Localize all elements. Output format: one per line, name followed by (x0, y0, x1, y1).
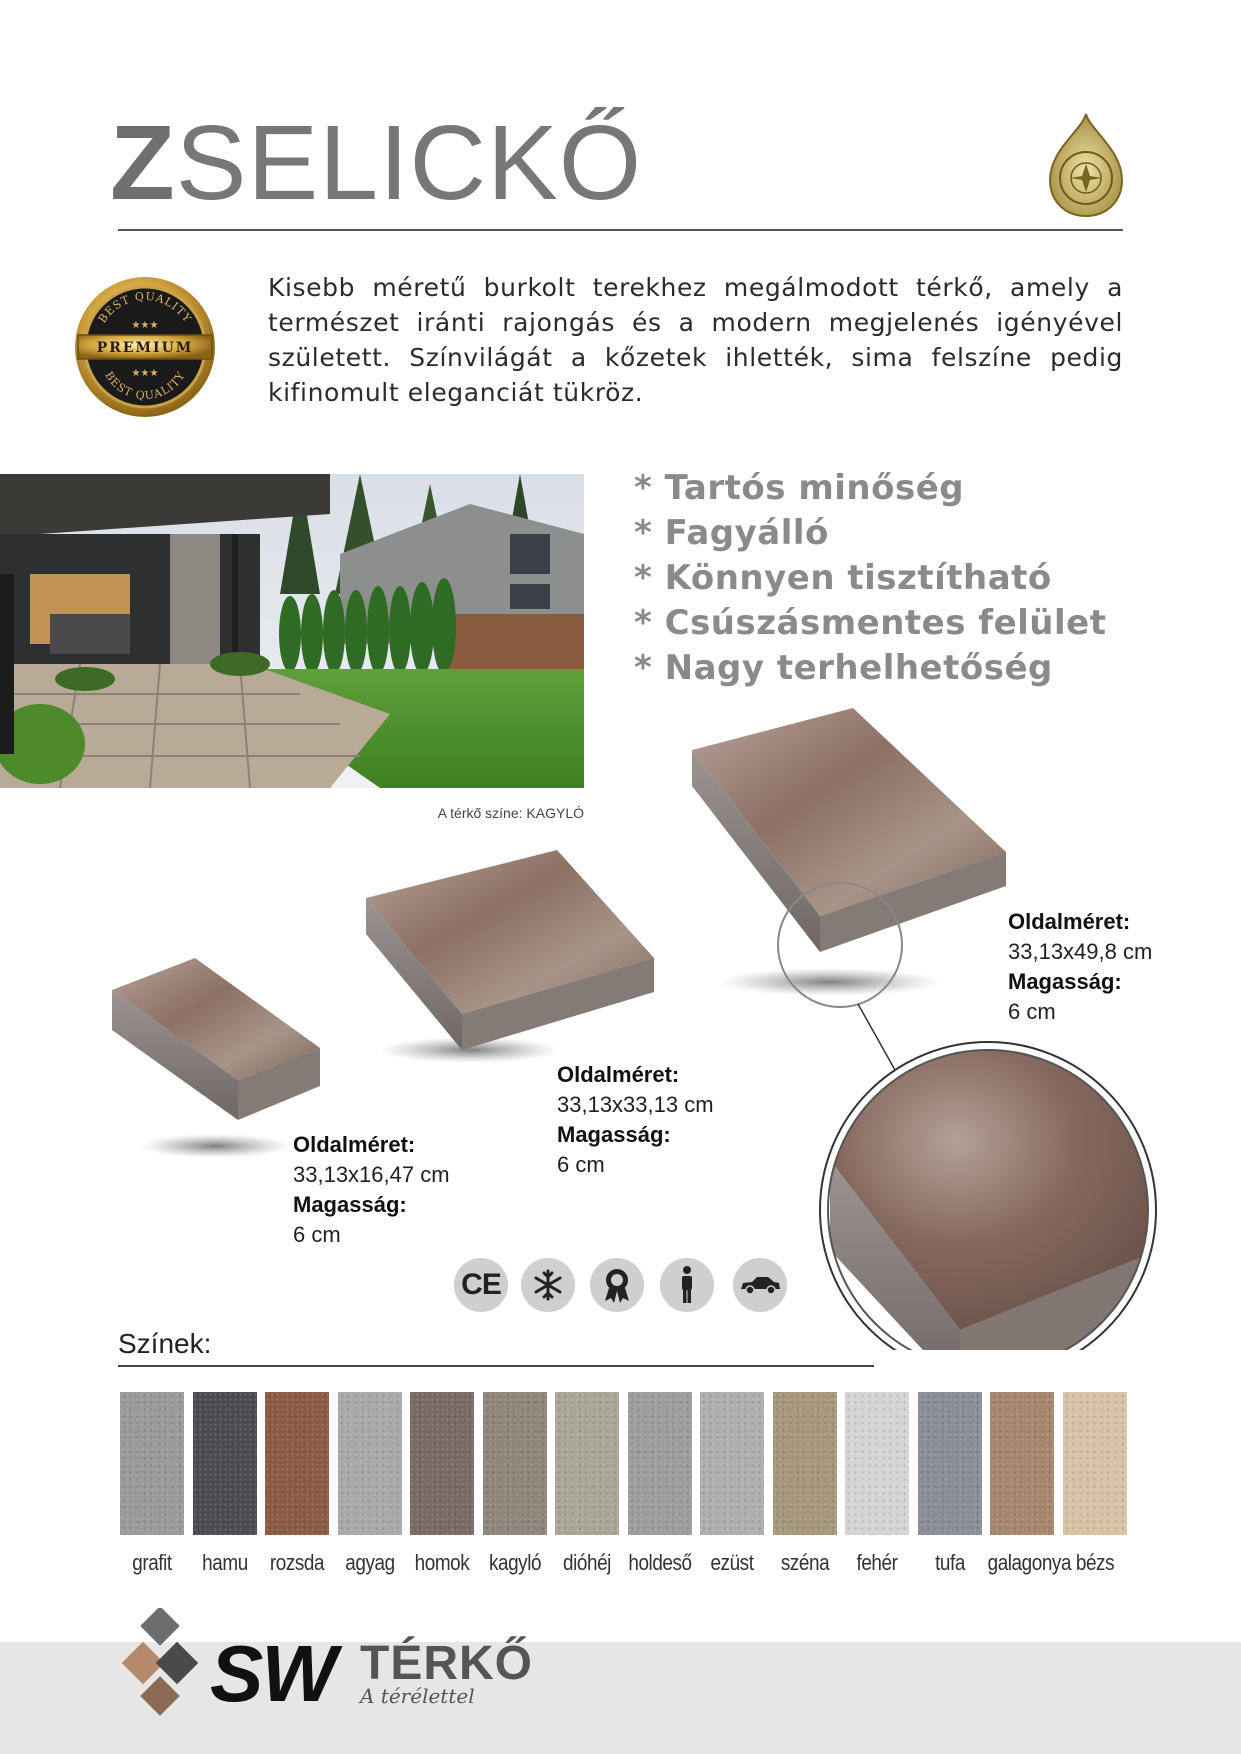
page-title (110, 104, 643, 222)
color-swatch (410, 1392, 474, 1535)
spec-size-label: Oldalméret: (557, 1062, 680, 1087)
paver-small (112, 958, 320, 1158)
premium-quality-badge (70, 272, 220, 422)
feature-item: * Fagyálló (634, 513, 829, 553)
color-swatch (773, 1392, 837, 1535)
spec-size-label: Oldalméret: (293, 1132, 416, 1157)
spec-size-label: Oldalméret: (1008, 909, 1131, 934)
color-swatch-label: hamu (202, 1550, 248, 1575)
color-swatch-label: grafit (132, 1550, 172, 1575)
feature-item: * Tartós minőség (634, 468, 965, 508)
title-divider (118, 229, 1123, 231)
intro-paragraph: Kisebb méretű burkolt terekhez megálmodott térkő, amely a természet iránti rajongás és a modern megjelenés igényével született. Színvilágát a kőzetek ihlették, sima felszíne pedig kifinomult eleganciát tükröz. (268, 273, 1123, 407)
car-icon (733, 1258, 787, 1312)
color-swatch-label: fehér (856, 1550, 898, 1575)
badge-stars-top: ★★★ (131, 320, 159, 331)
spec-height-label: Magasság: (557, 1122, 671, 1147)
brand-logo-icon (116, 1608, 206, 1722)
color-swatch (700, 1392, 764, 1535)
brand-tagline: A térélettel (360, 1684, 475, 1708)
brand-name: SW (210, 1629, 335, 1718)
color-swatch (990, 1392, 1054, 1535)
feature-list (634, 466, 1106, 691)
color-swatch-label: holdeső (628, 1550, 692, 1575)
color-swatch-label: bézs (1075, 1550, 1115, 1575)
color-swatch-label: széna (780, 1550, 830, 1575)
feature-item: * Csúszásmentes felület (634, 603, 1107, 643)
spec-height-value: 6 cm (1008, 999, 1056, 1024)
colors-heading: Színek: (118, 1328, 212, 1359)
color-swatch (193, 1392, 257, 1535)
title-initial: Z (110, 104, 176, 222)
title-rest: SELICKŐ (175, 104, 643, 222)
spec-height-label: Magasság: (1008, 969, 1122, 994)
spec-small (293, 1130, 450, 1250)
color-swatch-label: kagyló (488, 1550, 542, 1575)
badge-ribbon: PREMIUM (96, 340, 194, 356)
photo-caption: A térkő színe: KAGYLÓ (437, 805, 584, 821)
color-swatch (120, 1392, 184, 1535)
spec-height-value: 6 cm (293, 1222, 341, 1247)
colors-divider (118, 1365, 874, 1367)
feature-item: * Könnyen tisztítható (634, 558, 1052, 598)
spec-size-value: 33,13x16,47 cm (293, 1162, 450, 1187)
spec-large (1008, 907, 1152, 1027)
spec-height-label: Magasság: (293, 1192, 407, 1217)
color-swatch (918, 1392, 982, 1535)
color-swatch-label: homok (414, 1550, 470, 1575)
ce-mark-icon (454, 1258, 508, 1312)
spec-medium (557, 1060, 714, 1180)
color-swatch (845, 1392, 909, 1535)
feature-item: * Nagy terhelhetőség (634, 648, 1053, 688)
paver-medium (366, 850, 654, 1063)
color-swatch (555, 1392, 619, 1535)
color-swatch (265, 1392, 329, 1535)
badge-arc-bottom: BEST QUALITY (102, 369, 188, 403)
color-swatch-label: galagonya (987, 1550, 1072, 1575)
spec-size-value: 33,13x33,13 cm (557, 1092, 714, 1117)
color-swatch-label: ezüst (710, 1550, 754, 1575)
brand-suffix: TÉRKŐ (360, 1637, 533, 1690)
badge-arc-top: BEST QUALITY (95, 289, 195, 326)
snowflake-icon (521, 1258, 575, 1312)
color-swatch-label: tufa (935, 1550, 965, 1575)
award-icon (590, 1258, 644, 1312)
color-swatch (628, 1392, 692, 1535)
ce-mark-text: CE (461, 1268, 501, 1301)
pedestrian-icon (660, 1258, 714, 1312)
spec-size-value: 33,13x49,8 cm (1008, 939, 1153, 964)
color-swatch (483, 1392, 547, 1535)
badge-stars-bottom: ★★★ (131, 368, 159, 379)
color-swatch-label: agyag (345, 1550, 395, 1575)
color-swatch (1063, 1392, 1127, 1535)
spec-height-value: 6 cm (557, 1152, 605, 1177)
color-swatch (338, 1392, 402, 1535)
heritage-seal-icon (1042, 110, 1130, 220)
color-swatch-label: rozsda (269, 1550, 325, 1575)
color-swatch-label: dióhéj (563, 1550, 611, 1575)
paver-large (692, 708, 1006, 996)
